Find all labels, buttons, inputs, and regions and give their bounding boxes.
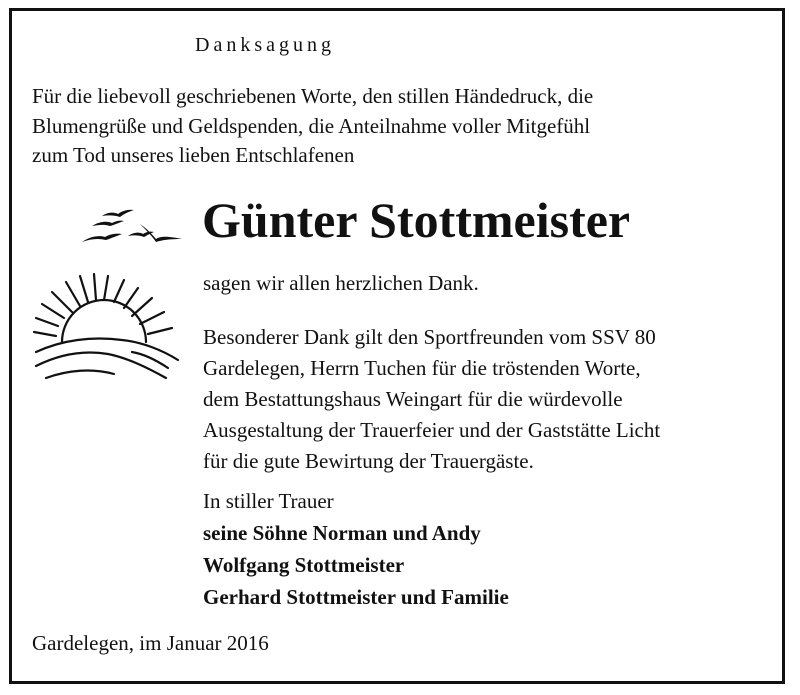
birds-icon xyxy=(78,204,188,254)
special-thanks-line: für die gute Bewirtung der Trauergäste. xyxy=(203,449,534,473)
special-thanks-line: Besonderer Dank gilt den Sportfreunden vom SSV 80 xyxy=(203,325,656,349)
intro-text xyxy=(32,82,593,171)
mourning-intro: In stiller Trauer xyxy=(203,489,334,513)
signer-name: seine Söhne Norman und Andy xyxy=(203,521,481,545)
sunset-icon xyxy=(32,270,182,385)
signer-name: Gerhard Stottmeister und Familie xyxy=(203,585,509,609)
notice-heading: Danksagung xyxy=(195,34,335,56)
signers-list xyxy=(203,517,509,613)
signer-name: Wolfgang Stottmeister xyxy=(203,553,405,577)
deceased-name: Günter Stottmeister xyxy=(202,192,631,248)
special-thanks-line: dem Bestattungshaus Weingart für die würdevolle xyxy=(203,387,623,411)
special-thanks-line: Gardelegen, Herrn Tuchen für die tröstenden Worte, xyxy=(203,356,641,380)
special-thanks-line: Ausgestaltung der Trauerfeier und der Gaststätte Licht xyxy=(203,418,661,442)
special-thanks-text xyxy=(203,322,660,477)
place-date: Gardelegen, im Januar 2016 xyxy=(32,631,269,655)
intro-line: zum Tod unseres lieben Entschlafenen xyxy=(32,143,355,167)
intro-line: Blumengrüße und Geldspenden, die Anteilnahme voller Mitgefühl xyxy=(32,113,591,138)
thanks-line: sagen wir allen herzlichen Dank. xyxy=(203,271,479,295)
intro-line: Für die liebevoll geschriebenen Worte, den stillen Händedruck, die xyxy=(32,84,594,108)
